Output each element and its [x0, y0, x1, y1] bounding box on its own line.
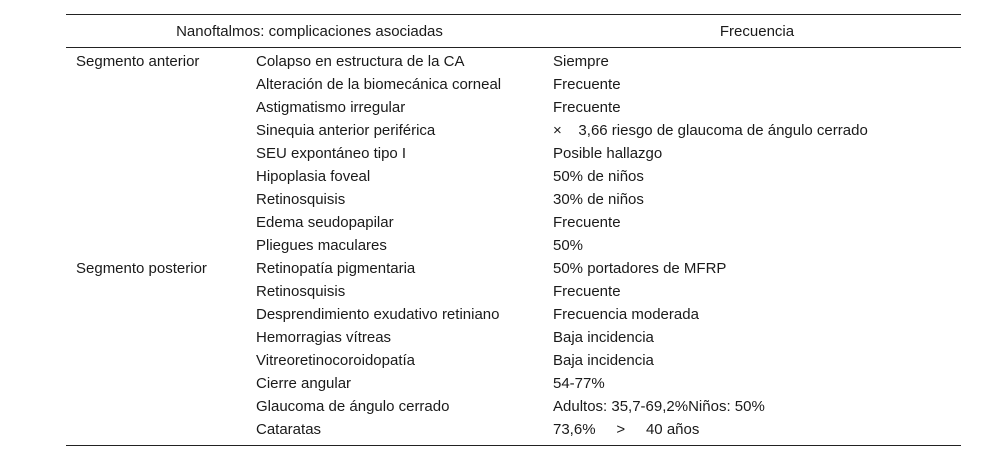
- segment-cell: [66, 165, 246, 188]
- frequency-cell: 73,6% > 40 años: [553, 421, 700, 438]
- segment-cell: [66, 73, 246, 96]
- complication-cell: SEU expontáneo tipo I: [256, 145, 407, 162]
- segment-cell: [66, 349, 246, 372]
- segment-cell: Segmento posterior: [76, 260, 207, 277]
- complications-table-container: [66, 14, 961, 446]
- table-row: [66, 372, 961, 395]
- segment-cell: [66, 395, 246, 418]
- header-frequency: Frecuencia: [719, 22, 795, 40]
- complication-cell: Colapso en estructura de la CA: [256, 53, 465, 70]
- frequency-cell: 30% de niños: [553, 191, 644, 208]
- table-header: [66, 15, 961, 48]
- segment-cell: [66, 372, 246, 395]
- complication-cell: Pliegues maculares: [256, 237, 387, 254]
- frequency-cell: 50% portadores de MFRP: [553, 260, 727, 277]
- table-row: [66, 234, 961, 257]
- frequency-cell: 54-77%: [553, 375, 605, 392]
- segment-cell: [66, 280, 246, 303]
- segment-cell: [66, 211, 246, 234]
- table-row: [66, 257, 961, 280]
- segment-cell: [66, 188, 246, 211]
- frequency-cell: 50%: [553, 237, 584, 254]
- frequency-cell: × 3,66 riesgo de glaucoma de ángulo cerrado: [553, 122, 868, 139]
- complication-cell: Edema seudopapilar: [256, 214, 394, 231]
- segment-cell: [66, 418, 246, 445]
- table-row: [66, 165, 961, 188]
- frequency-cell: Frecuente: [553, 99, 621, 116]
- complication-cell: Vitreoretinocoroidopatía: [256, 352, 415, 369]
- frequency-cell: Frecuente: [553, 76, 621, 93]
- complication-cell: Cataratas: [256, 421, 322, 438]
- complication-cell: Retinosquisis: [256, 283, 346, 300]
- complication-cell: Alteración de la biomecánica corneal: [256, 76, 502, 93]
- complication-cell: Retinosquisis: [256, 191, 346, 208]
- table-row: [66, 280, 961, 303]
- complications-table: [66, 14, 961, 445]
- table-row: [66, 395, 961, 418]
- frequency-cell: Baja incidencia: [553, 329, 654, 346]
- segment-cell: [66, 326, 246, 349]
- table-row: [66, 211, 961, 234]
- complication-cell: Desprendimiento exudativo retiniano: [256, 306, 500, 323]
- complication-cell: Astigmatismo irregular: [256, 99, 406, 116]
- segment-cell: [66, 119, 246, 142]
- segment-cell: Segmento anterior: [76, 53, 200, 70]
- table-row: [66, 418, 961, 445]
- complication-cell: Glaucoma de ángulo cerrado: [256, 398, 450, 415]
- table-bottom-rule: [66, 445, 961, 446]
- table-row: [66, 48, 961, 74]
- complication-cell: Retinopatía pigmentaria: [256, 260, 416, 277]
- table-row: [66, 119, 961, 142]
- frequency-cell: 50% de niños: [553, 168, 644, 185]
- table-row: [66, 349, 961, 372]
- complication-cell: Sinequia anterior periférica: [256, 122, 436, 139]
- segment-cell: [66, 234, 246, 257]
- frequency-cell: Baja incidencia: [553, 352, 654, 369]
- frequency-cell: Frecuencia moderada: [553, 306, 699, 323]
- frequency-cell: Frecuente: [553, 214, 621, 231]
- header-row: [66, 15, 961, 48]
- frequency-cell: Adultos: 35,7-69,2%Niños: 50%: [553, 398, 765, 415]
- table-body: [66, 48, 961, 446]
- complication-cell: Hemorragias vítreas: [256, 329, 392, 346]
- frequency-cell: Siempre: [553, 53, 609, 70]
- complication-cell: Cierre angular: [256, 375, 352, 392]
- frequency-cell: Posible hallazgo: [553, 145, 663, 162]
- header-complications: Nanoftalmos: complicaciones asociadas: [176, 22, 443, 40]
- frequency-cell: Frecuente: [553, 283, 621, 300]
- table-row: [66, 303, 961, 326]
- segment-cell: [66, 142, 246, 165]
- segment-cell: [66, 303, 246, 326]
- table-row: [66, 142, 961, 165]
- complication-cell: Hipoplasia foveal: [256, 168, 371, 185]
- table-row: [66, 188, 961, 211]
- table-row: [66, 326, 961, 349]
- segment-cell: [66, 96, 246, 119]
- table-row: [66, 96, 961, 119]
- table-row: [66, 73, 961, 96]
